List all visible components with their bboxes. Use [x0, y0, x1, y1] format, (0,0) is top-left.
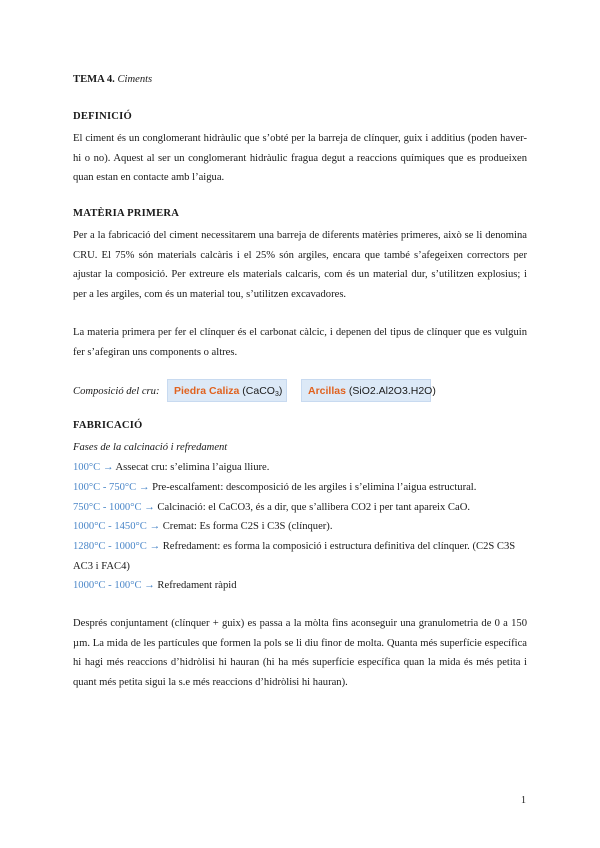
phase-2: 100°C - 750°C → Pre-escalfament: descomposició de les argiles i s’elimina l’aigua estructural. — [73, 482, 477, 493]
section-heading-definicio: DEFINICIÓ — [73, 111, 132, 122]
phase-3: 750°C - 1000°C → Calcinació: el CaCO3, és a dir, que s’allibera CO2 i per tant apareix CaO. — [73, 502, 470, 513]
phase-1: 100°C → Assecat cru: s’elimina l’aigua lliure. — [73, 462, 270, 473]
final-paragraph: Després conjuntament (clínquer + guix) es passa a la mòlta fins aconseguir una granulometria de 0 a 150 µm. La mida de les partícules que formen la pols se li diu finor de molta. Quanta més superfície específica hi hagi més reaccions d’hidròlisi hi hauran (hi ha més superfície específica quan la mida és més petita i quant més petita sigui la s.e més reaccions d’hidròlisi hi hauran). — [73, 618, 527, 688]
document-title: TEMA 4. Ciments — [73, 74, 153, 85]
phase-6: 1000°C - 100°C → Refredament ràpid — [73, 580, 237, 591]
fabricacio-subtitle: Fases de la calcinació i refredament — [73, 442, 228, 453]
phase-5: 1280°C - 1000°C → Refredament: es forma la composició i estructura definitiva del clínquer. (C2S C3S AC3 i FAC4) — [73, 541, 516, 572]
materia-paragraph-1: Per a la fabricació del ciment necessitarem una barreja de diferents matèries primeres, això se li denomina CRU. El 75% són materials calcàris i el 25% són argiles, encara que també s’afegeixen correctors per ajustar la composició. Per extreure els materials calcaris, com és un material dur, s’utilitzen explosius; i per a les argiles, com és un material tou, s’utilitzen excavadores. — [73, 230, 527, 300]
composicio-box-arcillas: Arcillas (SiO2.Al2O3.H2O) — [301, 379, 431, 402]
page-number: 1 — [521, 795, 526, 806]
materia-paragraph-2: La materia primera per fer el clínquer és el carbonat càlcic, i depenen del tipus de clínquer que es vulguin fer s’afegiran uns components o altres. — [73, 327, 527, 358]
composicio-box-piedra-caliza: Piedra Caliza (CaCO$_3$) — [167, 379, 287, 402]
composicio-label: Composició del cru: — [73, 386, 160, 397]
phase-4: 1000°C - 1450°C → Cremat: Es forma C2S i C3S (clínquer). — [73, 521, 333, 532]
section-heading-fabricacio: FABRICACIÓ — [73, 420, 143, 431]
definicio-paragraph: El ciment és un conglomerant hidràulic que s’obté per la barreja de clínquer, guix i additius (poden haver-hi o no). Aquest al ser un conglomerant hidràulic fragua degut a reaccions químiques que es produeixen quan estan en contacte amb l’aigua. — [73, 133, 527, 184]
section-heading-materia-primera: MATÈRIA PRIMERA — [73, 208, 180, 219]
